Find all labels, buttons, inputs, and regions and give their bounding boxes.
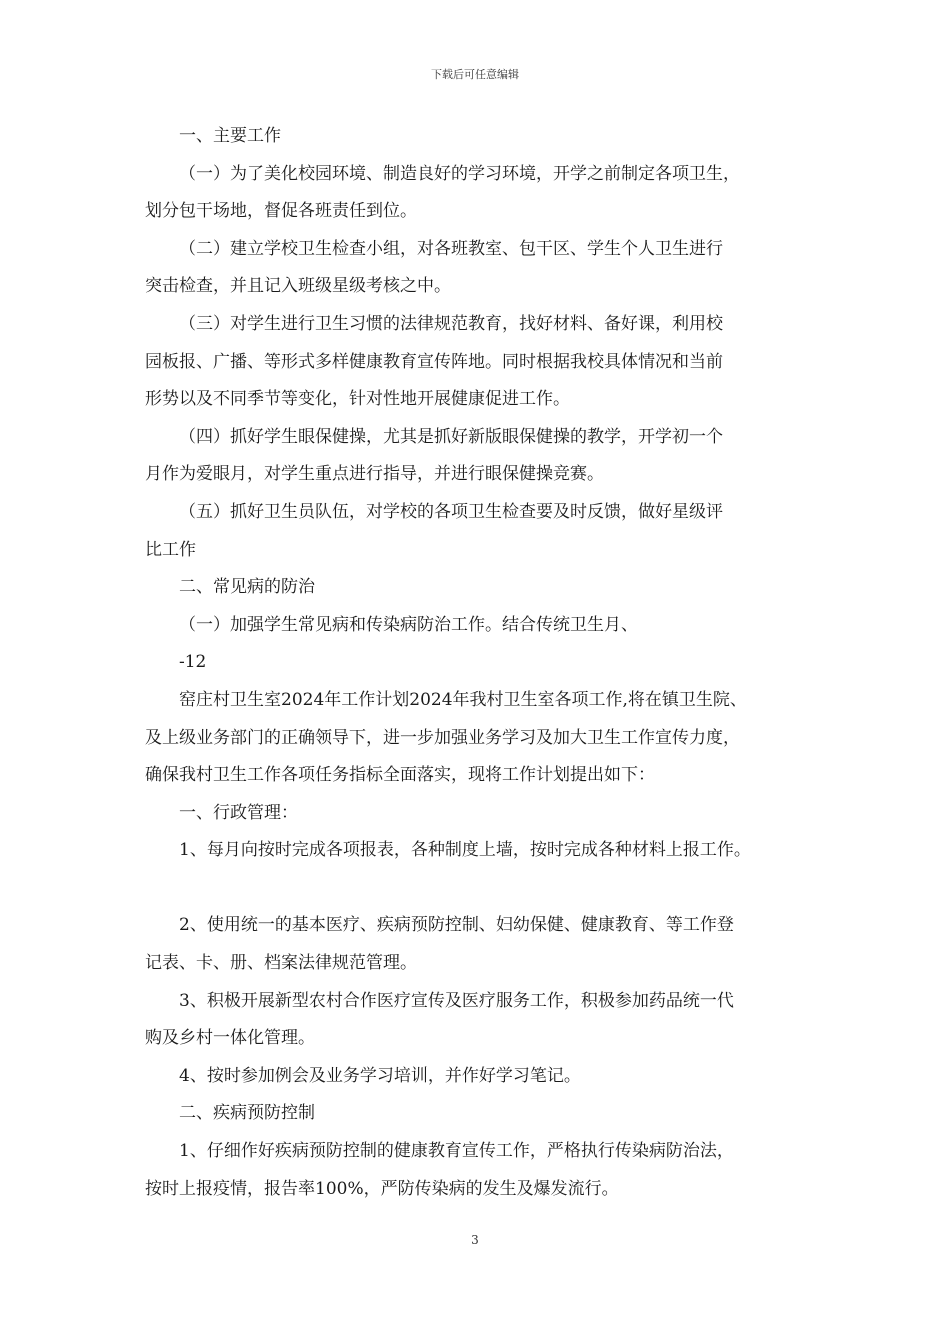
- blank-line: [145, 870, 825, 908]
- page-number: 3: [471, 1233, 479, 1247]
- paragraph-line: 突击检查，并且记入班级星级考核之中。: [145, 276, 451, 297]
- document-body: [145, 118, 825, 1208]
- paragraph-line: 确保我村卫生工作各项任务指标全面落实，现将工作计划提出如下：: [145, 765, 655, 786]
- paragraph-line: 划分包干场地，督促各班责任到位。: [145, 201, 417, 222]
- section-heading: 一、行政管理：: [179, 802, 298, 823]
- paragraph-line: （三）对学生进行卫生习惯的法律规范教育，找好材料、备好课，利用校: [179, 313, 723, 334]
- page-header-note: 下载后可任意编辑: [431, 68, 519, 81]
- paragraph-line: 按时上报疫情，报告率100%，严防传染病的发生及爆发流行。: [145, 1178, 619, 1199]
- paragraph-line: 3、积极开展新型农村合作医疗宣传及医疗服务工作，积极参加药品统一代: [179, 990, 734, 1011]
- paragraph-line: 1、仔细作好疾病预防控制的健康教育宣传工作，严格执行传染病防治法，: [179, 1141, 734, 1162]
- paragraph-line: 形势以及不同季节等变化，针对性地开展健康促进工作。: [145, 389, 570, 410]
- paragraph-line: （四）抓好学生眼保健操，尤其是抓好新版眼保健操的教学，开学初一个: [179, 426, 723, 447]
- section-heading: 二、常见病的防治: [179, 577, 315, 598]
- paragraph-line: （二）建立学校卫生检查小组，对各班教室、包干区、学生个人卫生进行: [179, 238, 723, 259]
- paragraph-line: 比工作: [145, 539, 196, 560]
- paragraph-line: 月作为爱眼月，对学生重点进行指导，并进行眼保健操竞赛。: [145, 464, 604, 485]
- paragraph-line: 记表、卡、册、档案法律规范管理。: [145, 953, 417, 974]
- paragraph-line: 窑庄村卫生室2024年工作计划2024年我村卫生室各项工作,将在镇卫生院、: [179, 689, 747, 710]
- paragraph-line: （一）为了美化校园环境、制造良好的学习环境，开学之前制定各项卫生，: [179, 163, 740, 184]
- paragraph-line: 及上级业务部门的正确领导下，进一步加强业务学习及加大卫生工作宣传力度，: [145, 727, 740, 748]
- paragraph-line: 2、使用统一的基本医疗、疾病预防控制、妇幼保健、健康教育、等工作登: [179, 915, 734, 936]
- paragraph-line: （一）加强学生常见病和传染病防治工作。结合传统卫生月、: [179, 614, 638, 635]
- section-heading: 一、主要工作: [179, 126, 281, 146]
- paragraph-line: 4、按时参加例会及业务学习培训，并作好学习笔记。: [179, 1065, 581, 1086]
- section-heading: 二、疾病预防控制: [179, 1103, 315, 1124]
- paragraph-line: （五）抓好卫生员队伍，对学校的各项卫生检查要及时反馈，做好星级评: [179, 501, 723, 522]
- paragraph-line: 购及乡村一体化管理。: [145, 1028, 315, 1049]
- paragraph-line: 园板报、广播、等形式多样健康教育宣传阵地。同时根据我校具体情况和当前: [145, 351, 723, 372]
- paragraph-line: 1、每月向按时完成各项报表，各种制度上墙，按时完成各种材料上报工作。: [179, 840, 751, 861]
- paragraph-line: -12: [179, 652, 207, 673]
